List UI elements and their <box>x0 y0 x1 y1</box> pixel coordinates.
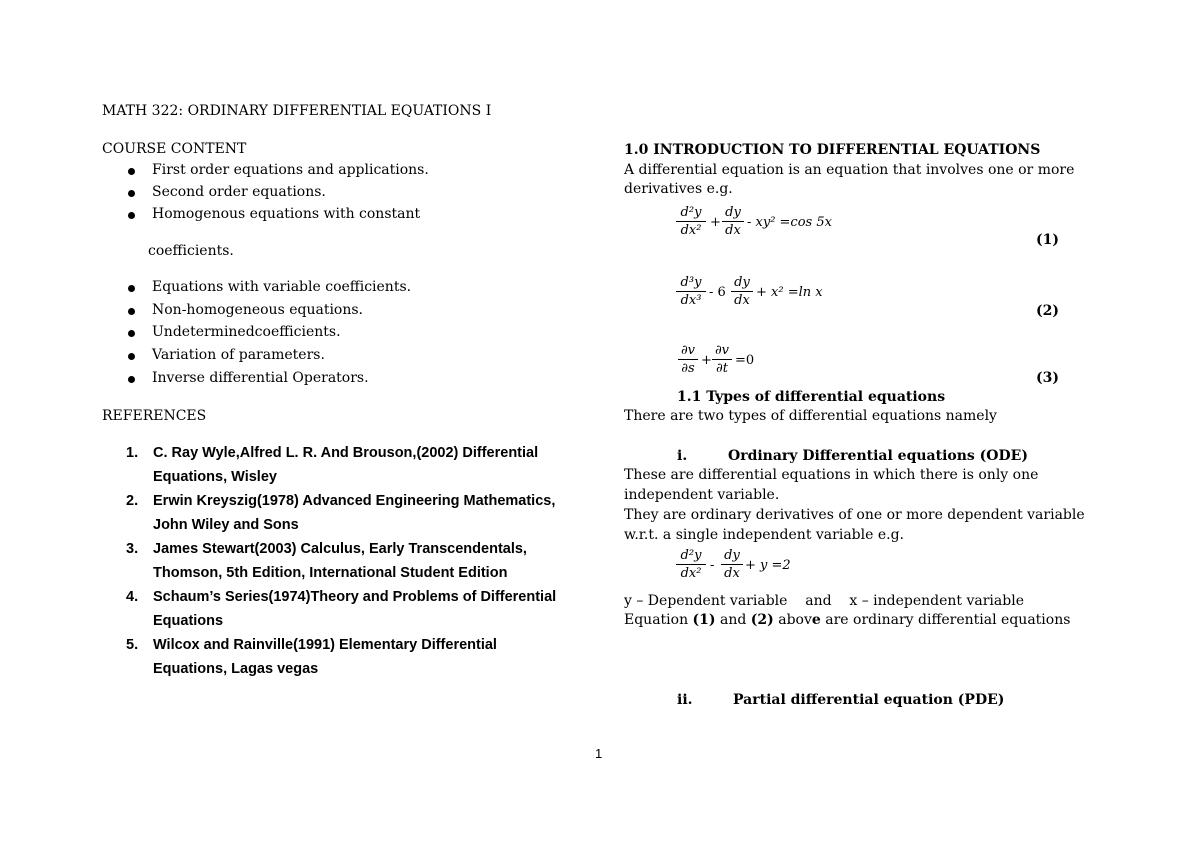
reference-line: Wilcox and Rainville(1991) Elementary Differential <box>153 637 497 653</box>
equation-ref-2: (2) <box>750 612 774 628</box>
numerator: dy <box>724 548 740 563</box>
ode-text: They are ordinary derivatives of one or more dependent variable <box>624 507 1085 523</box>
numerator: d³y <box>680 275 702 290</box>
reference-line: James Stewart(2003) Calculus, Early Transcendentals, <box>153 541 527 557</box>
equation-operator: - <box>710 558 715 573</box>
reference-line: Equations <box>153 613 224 629</box>
bullet-icon <box>128 308 135 315</box>
reference-number: 1. <box>126 445 139 461</box>
denominator: dx <box>734 293 750 308</box>
equation-fraction <box>712 343 732 376</box>
bullet-continuation: coefficients. <box>148 243 234 259</box>
text-fragment: are ordinary differential equations <box>820 612 1071 628</box>
reference-line: Schaum’s Series(1974)Theory and Problems of Differential <box>153 589 557 605</box>
variable-definitions: y – Dependent variable and x – independent variable <box>624 593 1024 609</box>
references-heading: REFERENCES <box>102 408 207 424</box>
equation-rest: - xy² =cos 5x <box>747 215 832 230</box>
bullet-item: Variation of parameters. <box>152 347 325 363</box>
equation-number: (2) <box>1036 303 1059 319</box>
denominator: ∂t <box>716 361 728 376</box>
reference-number: 4. <box>126 589 139 605</box>
bullet-item: Inverse differential Operators. <box>152 370 369 386</box>
equation-rest: + x² =ln x <box>756 285 823 300</box>
denominator: dx <box>724 566 740 581</box>
equation-operator: - 6 <box>709 285 726 300</box>
bullet-icon <box>128 330 135 337</box>
text-fragment: abov <box>773 612 812 628</box>
bullet-icon <box>128 376 135 383</box>
equation-fraction <box>676 275 706 308</box>
subsection-heading: 1.1 Types of differential equations <box>677 389 946 405</box>
reference-line: Thomson, 5th Edition, International Student Edition <box>153 565 508 581</box>
equation-fraction <box>721 548 743 581</box>
equation-number: (3) <box>1036 370 1059 386</box>
numerator: dy <box>734 275 750 290</box>
ode-text: w.r.t. a single independent variable e.g. <box>624 527 904 543</box>
equation-ref-1: (1) <box>692 612 716 628</box>
bullet-icon <box>128 212 135 219</box>
reference-line: Equations, Wisley <box>153 469 277 485</box>
bullet-item: Equations with variable coefficients. <box>152 279 412 295</box>
equation-rest: =0 <box>735 353 755 368</box>
reference-number: 2. <box>126 493 139 509</box>
document-title: MATH 322: ORDINARY DIFFERENTIAL EQUATIONS I <box>102 103 492 119</box>
bullet-icon <box>128 353 135 360</box>
equation-rest: + y =2 <box>745 558 791 573</box>
ode-text: These are differential equations in which there is only one <box>624 467 1039 483</box>
denominator: dx² <box>680 566 702 581</box>
text-fragment: e <box>811 612 821 628</box>
numerator: ∂v <box>680 343 696 358</box>
section-heading: 1.0 INTRODUCTION TO DIFFERENTIAL EQUATIONS <box>624 142 1041 158</box>
equation-operator: + <box>701 353 712 368</box>
numerator: d²y <box>680 205 702 220</box>
bullet-icon <box>128 168 135 175</box>
reference-line: C. Ray Wyle,Alfred L. R. And Brouson,(2002) Differential <box>153 445 539 461</box>
text-fragment: and <box>715 612 751 628</box>
reference-line: Equations, Lagas vegas <box>153 661 319 677</box>
reference-number: 3. <box>126 541 139 557</box>
bullet-item: First order equations and applications. <box>152 162 429 178</box>
bullet-item: Homogenous equations with constant <box>152 206 421 222</box>
equation-operator: + <box>710 215 721 230</box>
ode-heading: Ordinary Differential equations (ODE) <box>728 448 1028 464</box>
numerator: ∂v <box>714 343 730 358</box>
intro-text: derivatives e.g. <box>624 181 733 197</box>
equation-fraction <box>722 205 744 238</box>
equation-fraction <box>678 343 698 376</box>
denominator: ∂s <box>681 361 695 376</box>
numerator: dy <box>725 205 741 220</box>
course-content-heading: COURSE CONTENT <box>102 141 247 157</box>
reference-line: Erwin Kreyszig(1978) Advanced Engineering Mathematics, <box>153 493 556 509</box>
equation-fraction <box>731 275 753 308</box>
numerator: d²y <box>680 548 702 563</box>
equation-fraction <box>676 548 706 581</box>
list-number: ii. <box>677 692 693 708</box>
page-number: 1 <box>595 746 603 761</box>
list-number: i. <box>677 448 688 464</box>
intro-text: A differential equation is an equation that involves one or more <box>624 162 1075 178</box>
equation-number: (1) <box>1036 232 1059 248</box>
bullet-item: Undeterminedcoefficients. <box>152 324 341 340</box>
denominator: dx <box>725 223 741 238</box>
denominator: dx² <box>680 223 702 238</box>
text-fragment: Equation <box>624 612 693 628</box>
pde-heading: Partial differential equation (PDE) <box>733 692 1005 708</box>
reference-number: 5. <box>126 637 139 653</box>
bullet-item: Non-homogeneous equations. <box>152 302 363 318</box>
reference-line: John Wiley and Sons <box>153 517 299 533</box>
ode-text: independent variable. <box>624 487 780 503</box>
bullet-icon <box>128 285 135 292</box>
denominator: dx³ <box>680 293 702 308</box>
types-intro: There are two types of differential equations namely <box>624 408 997 424</box>
equation-fraction <box>676 205 706 238</box>
equation-reference-text <box>624 612 1070 628</box>
bullet-icon <box>128 190 135 197</box>
bullet-item: Second order equations. <box>152 184 326 200</box>
